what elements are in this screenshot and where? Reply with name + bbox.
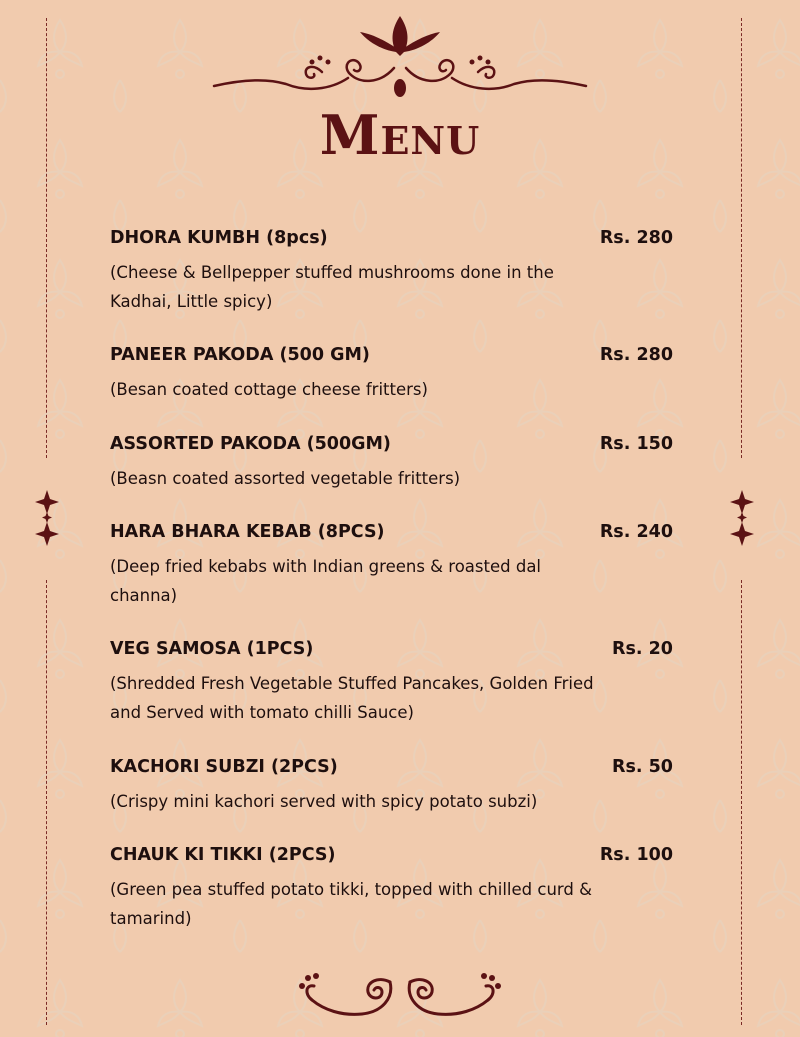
item-description: (Shredded Fresh Vegetable Stuffed Pancakes, Golden Fried and Served with tomato chilli Sauce) [110,674,594,722]
item-name: CHAUK KI TIKKI (2PCS) [110,845,336,865]
menu-item [110,757,675,816]
item-description: (Deep fried kebabs with Indian greens & roasted dal channa) [110,557,542,605]
menu-item [110,345,675,404]
item-name: VEG SAMOSA (1PCS) [110,639,314,659]
item-name: KACHORI SUBZI (2PCS) [110,757,338,777]
bottom-ornament-icon [294,970,506,1030]
menu-item [110,434,675,493]
item-description: (Cheese & Bellpepper stuffed mushrooms done in the Kadhai, Little spicy) [110,263,554,311]
item-description: (Besan coated cottage cheese fritters) [110,380,428,399]
top-ornament-icon [210,12,590,104]
item-price: Rs. 280 [599,228,673,248]
item-price: Rs. 20 [612,639,673,659]
menu-item [110,639,675,727]
left-border-top [46,18,47,458]
menu-item [110,522,675,610]
item-description: (Beasn coated assorted vegetable fritters) [110,469,461,488]
menu-item [110,845,675,933]
item-price: Rs. 240 [599,522,673,542]
item-price: Rs. 100 [599,845,673,865]
item-description: (Green pea stuffed potato tikki, topped with chilled curd & tamarind) [110,880,592,928]
right-sparkle-icon [729,490,755,546]
item-price: Rs. 150 [599,434,673,454]
item-price: Rs. 50 [612,757,673,777]
page-title: Menu [319,103,481,167]
item-description: (Crispy mini kachori served with spicy potato subzi) [110,792,538,811]
item-price: Rs. 280 [599,345,673,365]
item-name: DHORA KUMBH (8pcs) [110,228,328,248]
left-sparkle-icon [34,490,60,546]
item-name: HARA BHARA KEBAB (8PCS) [110,522,385,542]
right-border-top [741,18,742,458]
left-border-bottom [46,580,47,1025]
item-name: ASSORTED PAKODA (500GM) [110,434,391,454]
right-border-bottom [741,580,742,1025]
menu-item [110,228,675,316]
item-name: PANEER PAKODA (500 GM) [110,345,370,365]
